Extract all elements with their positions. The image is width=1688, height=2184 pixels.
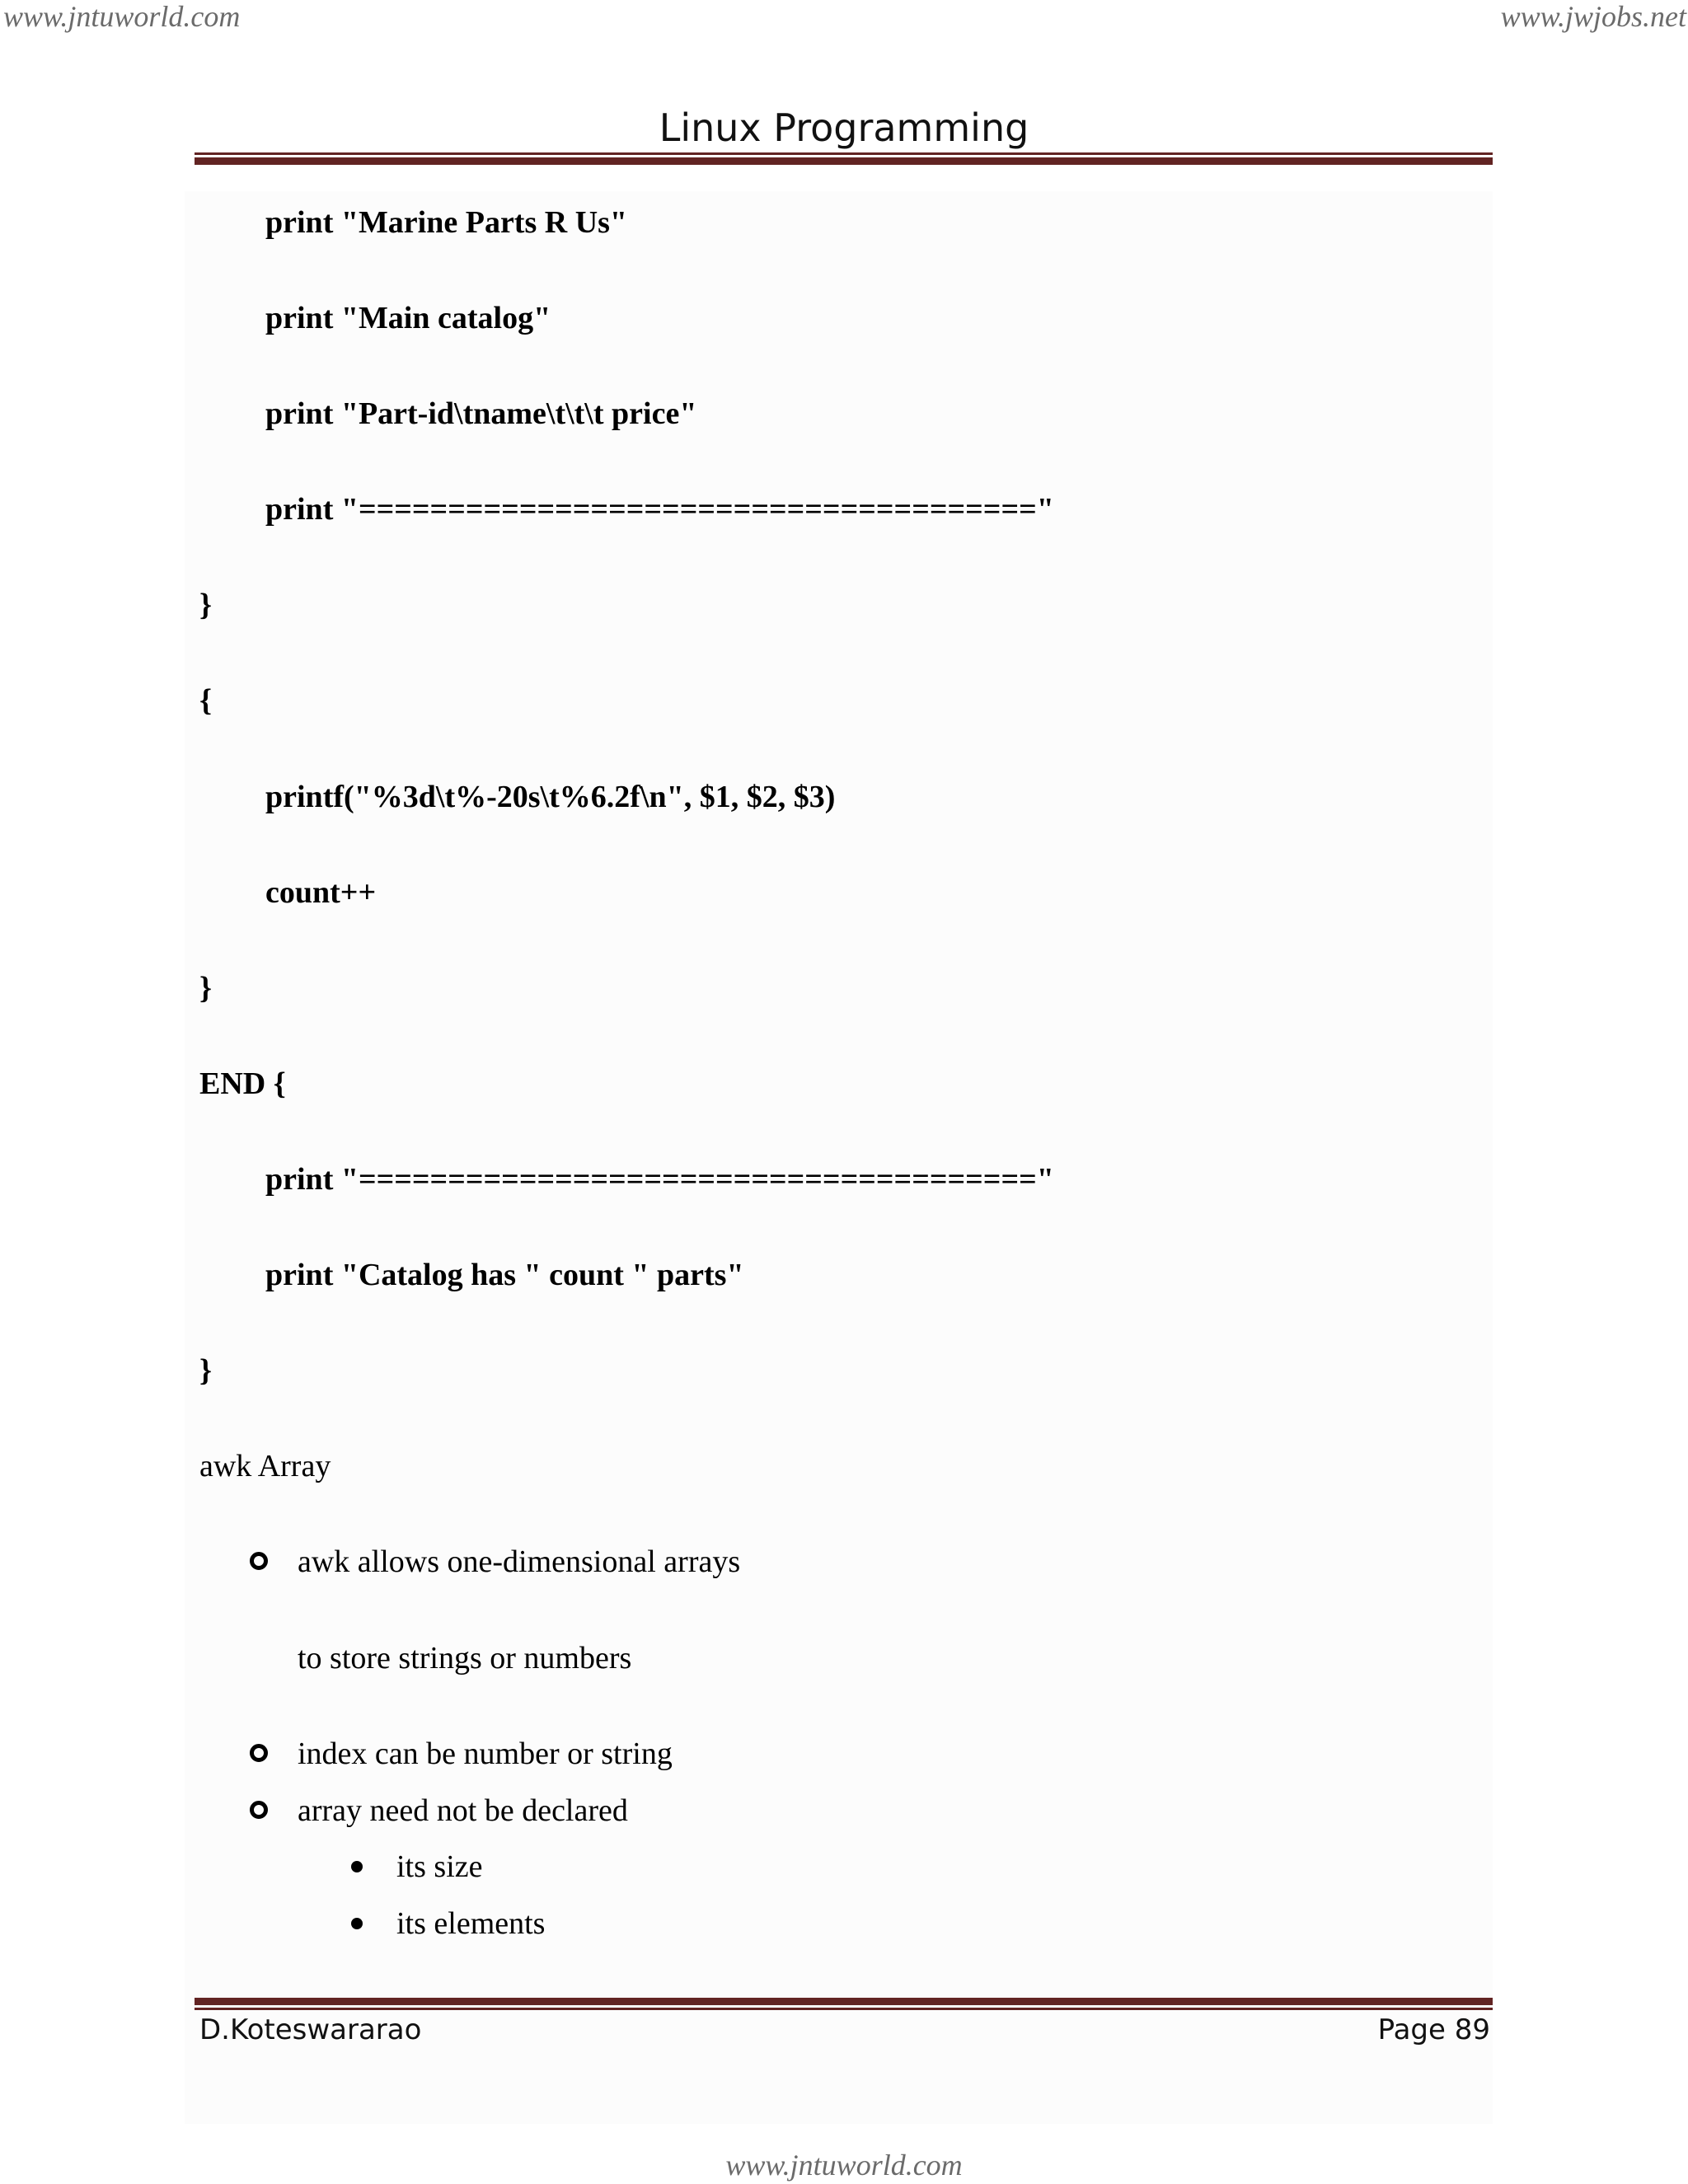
watermark-bottom: www.jntuworld.com <box>725 2149 963 2182</box>
circle-bullet-icon <box>250 1744 268 1762</box>
list-item: index can be number or string <box>298 1736 673 1771</box>
list-item-continuation: to store strings or numbers <box>298 1641 632 1675</box>
watermark-top-right: www.jwjobs.net <box>1500 0 1686 33</box>
section-heading: awk Array <box>199 1449 331 1483</box>
code-line: END { <box>199 1066 286 1101</box>
code-line: print "======================================" <box>265 1162 1054 1197</box>
code-line: printf("%3d\t%-20s\t%6.2f\n", $1, $2, $3) <box>265 780 836 814</box>
code-line: print "Catalog has " count " parts" <box>265 1258 744 1292</box>
sub-list-item: its elements <box>396 1906 546 1941</box>
dot-bullet-icon <box>351 1861 363 1872</box>
footer-author: D.Koteswararao <box>199 2013 422 2046</box>
footer-rule <box>195 1998 1493 2010</box>
dot-bullet-icon <box>351 1918 363 1929</box>
list-item: array need not be declared <box>298 1793 628 1828</box>
code-line: } <box>199 1353 212 1388</box>
code-line: print "Main catalog" <box>265 301 551 335</box>
code-line: } <box>199 588 212 622</box>
circle-bullet-icon <box>250 1552 268 1570</box>
page-number: Page 89 <box>1377 2013 1490 2046</box>
code-line: count++ <box>265 875 377 910</box>
header-rule <box>195 152 1493 165</box>
sub-list-item: its size <box>396 1849 483 1884</box>
code-line: { <box>199 683 212 718</box>
list-item: awk allows one-dimensional arrays <box>298 1544 741 1579</box>
circle-bullet-icon <box>250 1801 268 1819</box>
code-line: print "Part-id\tname\t\t\t price" <box>265 396 697 431</box>
page-title: Linux Programming <box>659 105 1029 150</box>
code-line: } <box>199 971 212 1005</box>
page-body <box>185 191 1493 2124</box>
watermark-top-left: www.jntuworld.com <box>3 0 241 33</box>
code-line: print "======================================" <box>265 492 1054 527</box>
code-line: print "Marine Parts R Us" <box>265 205 628 240</box>
